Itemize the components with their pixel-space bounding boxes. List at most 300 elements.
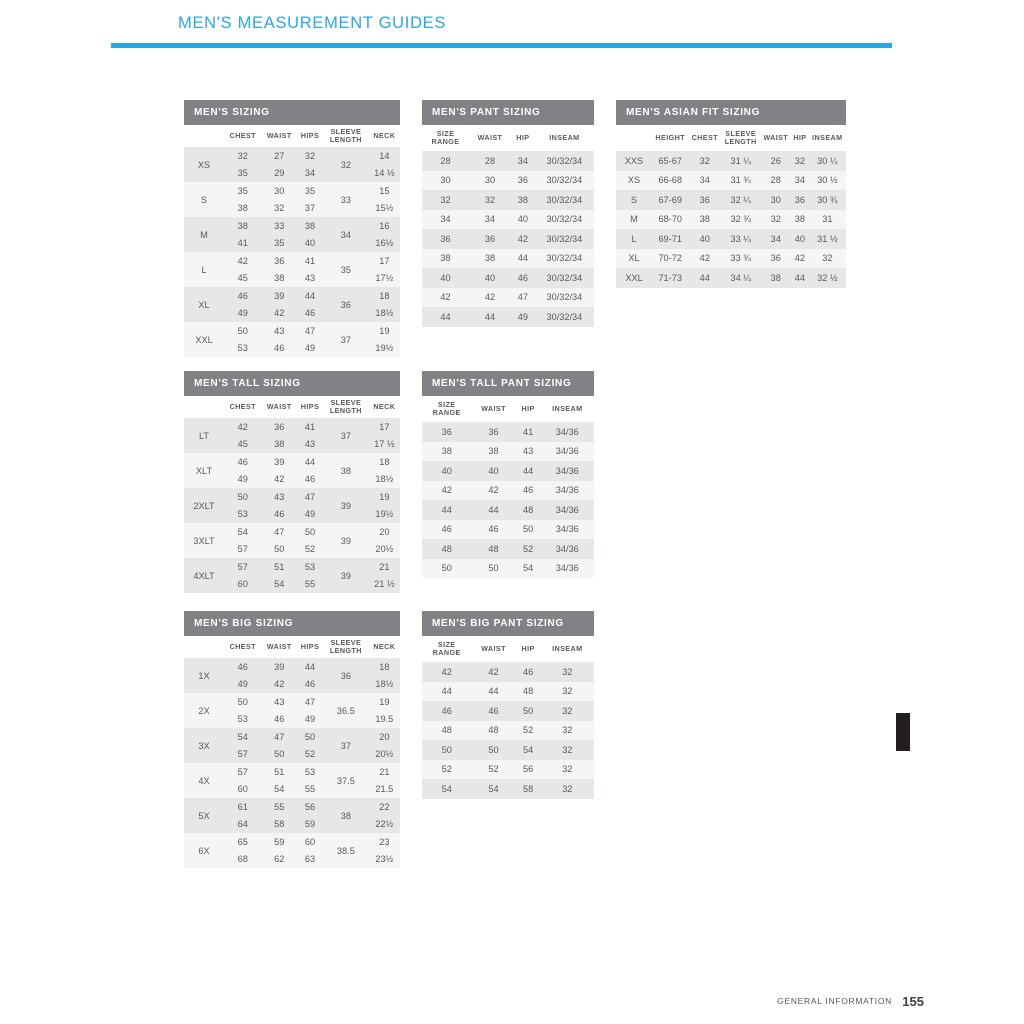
sleeve-length-cell: 39 <box>323 523 369 558</box>
cell: 32 <box>809 249 846 269</box>
cell: 22 <box>369 798 400 816</box>
cell: 47 <box>297 322 323 340</box>
table-row <box>616 249 846 269</box>
cell: 32 <box>541 701 594 721</box>
cell: 67-69 <box>652 190 688 210</box>
size-label: LT <box>184 418 224 453</box>
cell: 18½ <box>369 471 400 489</box>
col-inseam: INSEAM <box>809 125 846 151</box>
cell: 34 ¼ <box>721 268 760 288</box>
table-row <box>184 252 400 270</box>
table-row <box>616 151 846 171</box>
col-chest: CHEST <box>224 396 262 418</box>
cell: 28 <box>422 151 469 171</box>
cell: 64 <box>224 816 262 834</box>
cell: 38 <box>688 210 721 230</box>
col-neck: NECK <box>369 125 400 147</box>
cell: 53 <box>297 558 323 576</box>
size-label: 2X <box>184 693 224 728</box>
cell: 36 <box>688 190 721 210</box>
cell: 42 <box>511 229 535 249</box>
cell: 36 <box>511 171 535 191</box>
cell: 32 <box>791 151 809 171</box>
page-number: 155 <box>902 994 924 1009</box>
cell: 30 <box>262 182 297 200</box>
cell: 41 <box>224 235 262 253</box>
cell: 54 <box>262 781 297 799</box>
col-size-range: SIZE RANGE <box>422 396 471 422</box>
table-row <box>422 151 594 171</box>
cell: 46 <box>224 658 262 676</box>
cell: 44 <box>791 268 809 288</box>
big-pant-grid <box>422 636 594 799</box>
cell: 69-71 <box>652 229 688 249</box>
table-mens-big-sizing <box>184 611 400 868</box>
cell: 56 <box>516 760 541 780</box>
size-label: 1X <box>184 658 224 693</box>
cell: 52 <box>471 760 515 780</box>
table-row <box>422 779 594 799</box>
cell: 19½ <box>369 340 400 358</box>
cell: 42 <box>224 252 262 270</box>
cell: XL <box>616 249 652 269</box>
cell: 27 <box>262 147 297 165</box>
sleeve-length-cell: 36 <box>323 658 369 693</box>
cell: 50 <box>224 322 262 340</box>
table-row <box>184 182 400 200</box>
cell: 42 <box>262 676 297 694</box>
size-label: 3XLT <box>184 523 224 558</box>
cell: 36 <box>422 229 469 249</box>
cell: 14 ½ <box>369 165 400 183</box>
cell: 20 <box>369 728 400 746</box>
cell: 34 <box>760 229 791 249</box>
cell: 43 <box>262 488 297 506</box>
col-waist: WAIST <box>262 396 297 418</box>
cell: 42 <box>422 481 471 501</box>
cell: 54 <box>224 728 262 746</box>
cell: 38 <box>469 249 511 269</box>
col-neck: NECK <box>369 396 400 418</box>
cell: 18½ <box>369 676 400 694</box>
cell: 36 <box>760 249 791 269</box>
cell: 52 <box>422 760 471 780</box>
cell: 31 ¼ <box>721 151 760 171</box>
cell: 46 <box>297 471 323 489</box>
col-waist: WAIST <box>471 396 515 422</box>
cell: 33 ¼ <box>721 229 760 249</box>
cell: 16½ <box>369 235 400 253</box>
cell: 31 <box>809 210 846 230</box>
cell: 49 <box>224 305 262 323</box>
cell: 43 <box>262 322 297 340</box>
cell: 36 <box>262 252 297 270</box>
cell: 46 <box>422 701 471 721</box>
table-row <box>422 307 594 327</box>
size-label: XL <box>184 287 224 322</box>
table-row <box>616 171 846 191</box>
col-waist: WAIST <box>471 636 515 662</box>
cell: XXL <box>616 268 652 288</box>
cell: 54 <box>516 559 541 579</box>
cell: 36 <box>469 229 511 249</box>
cell: 50 <box>471 740 515 760</box>
cell: 44 <box>297 453 323 471</box>
table-row <box>184 523 400 541</box>
cell: 36 <box>471 422 515 442</box>
table-row <box>422 268 594 288</box>
cell: 70-72 <box>652 249 688 269</box>
cell: 19 <box>369 488 400 506</box>
cell: 31 ½ <box>809 229 846 249</box>
tall-sizing-body <box>184 418 400 593</box>
cell: 55 <box>262 798 297 816</box>
col-waist: WAIST <box>469 125 511 151</box>
cell: 49 <box>224 471 262 489</box>
cell: 30/32/34 <box>535 190 594 210</box>
cell: 34/36 <box>541 422 594 442</box>
col-sleeve: SLEEVE LENGTH <box>323 396 369 418</box>
cell: 44 <box>422 682 471 702</box>
cell: 52 <box>297 541 323 559</box>
table-row <box>422 288 594 308</box>
cell: 34 <box>422 210 469 230</box>
cell: 29 <box>262 165 297 183</box>
cell: 30 <box>469 171 511 191</box>
cell: 34/36 <box>541 520 594 540</box>
cell: 46 <box>262 340 297 358</box>
col-size <box>184 396 224 418</box>
col-size-range: SIZE RANGE <box>422 636 471 662</box>
table-row <box>422 461 594 481</box>
cell: 52 <box>297 746 323 764</box>
table-row <box>422 190 594 210</box>
cell: 42 <box>422 288 469 308</box>
cell: 53 <box>224 506 262 524</box>
col-height: HEIGHT <box>652 125 688 151</box>
cell: 30 ¾ <box>809 190 846 210</box>
cell: 28 <box>760 171 791 191</box>
cell: 15 <box>369 182 400 200</box>
sleeve-length-cell: 33 <box>323 182 369 217</box>
cell: 23½ <box>369 851 400 869</box>
col-inseam: INSEAM <box>535 125 594 151</box>
cell: 57 <box>224 746 262 764</box>
cell: 36 <box>422 422 471 442</box>
table-title: MEN'S TALL PANT SIZING <box>422 371 594 396</box>
cell: 38 <box>297 217 323 235</box>
cell: 35 <box>262 235 297 253</box>
sleeve-length-cell: 36 <box>323 287 369 322</box>
table-row <box>422 721 594 741</box>
cell: 44 <box>511 249 535 269</box>
cell: 46 <box>471 701 515 721</box>
cell: 19½ <box>369 506 400 524</box>
cell: 31 ¾ <box>721 171 760 191</box>
col-chest: CHEST <box>224 125 262 147</box>
cell: 46 <box>224 287 262 305</box>
cell: 19 <box>369 693 400 711</box>
table-row <box>422 442 594 462</box>
cell: 62 <box>262 851 297 869</box>
cell: 18½ <box>369 305 400 323</box>
cell: 42 <box>422 662 471 682</box>
cell: 20½ <box>369 541 400 559</box>
cell: 65 <box>224 833 262 851</box>
footer-label: GENERAL INFORMATION <box>777 996 892 1006</box>
col-chest: CHEST <box>688 125 721 151</box>
cell: 53 <box>297 763 323 781</box>
cell: 58 <box>262 816 297 834</box>
cell: 28 <box>469 151 511 171</box>
sleeve-length-cell: 37 <box>323 728 369 763</box>
cell: 41 <box>297 252 323 270</box>
cell: S <box>616 190 652 210</box>
col-inseam: INSEAM <box>541 396 594 422</box>
table-row <box>422 422 594 442</box>
size-label: L <box>184 252 224 287</box>
table-row <box>422 500 594 520</box>
cell: 54 <box>516 740 541 760</box>
cell: 48 <box>516 500 541 520</box>
tall-pant-grid <box>422 396 594 578</box>
cell: 38 <box>760 268 791 288</box>
cell: 47 <box>511 288 535 308</box>
table-row <box>422 481 594 501</box>
cell: 58 <box>516 779 541 799</box>
cell: 51 <box>262 763 297 781</box>
page-title: MEN'S MEASUREMENT GUIDES <box>178 14 447 32</box>
cell: 46 <box>511 268 535 288</box>
table-row <box>422 520 594 540</box>
col-size <box>184 636 224 658</box>
cell: 39 <box>262 287 297 305</box>
table-row <box>422 740 594 760</box>
table-row <box>184 287 400 305</box>
cell: 54 <box>262 576 297 594</box>
table-row <box>422 682 594 702</box>
cell: 33 <box>262 217 297 235</box>
cell: 20 <box>369 523 400 541</box>
size-label: M <box>184 217 224 252</box>
table-title: MEN'S SIZING <box>184 100 400 125</box>
title-divider <box>111 43 892 48</box>
cell: 19 <box>369 322 400 340</box>
cell: 17 <box>369 252 400 270</box>
table-row <box>616 210 846 230</box>
col-size <box>184 125 224 147</box>
sleeve-length-cell: 38.5 <box>323 833 369 868</box>
cell: 49 <box>297 711 323 729</box>
cell: 41 <box>297 418 323 436</box>
col-hip: HIP <box>516 396 541 422</box>
cell: 34 <box>511 151 535 171</box>
cell: 34/36 <box>541 481 594 501</box>
cell: 21.5 <box>369 781 400 799</box>
cell: 38 <box>262 436 297 454</box>
cell: 52 <box>516 539 541 559</box>
cell: 49 <box>297 506 323 524</box>
cell: 68 <box>224 851 262 869</box>
cell: 51 <box>262 558 297 576</box>
cell: 46 <box>516 481 541 501</box>
cell: 30/32/34 <box>535 229 594 249</box>
sleeve-length-cell: 36.5 <box>323 693 369 728</box>
cell: 41 <box>516 422 541 442</box>
cell: 30 <box>422 171 469 191</box>
cell: 37 <box>297 200 323 218</box>
cell: 21 <box>369 763 400 781</box>
cell: 40 <box>511 210 535 230</box>
cell: 21 ½ <box>369 576 400 594</box>
col-waist: WAIST <box>760 125 791 151</box>
sleeve-length-cell: 37 <box>323 322 369 357</box>
cell: 42 <box>224 418 262 436</box>
cell: 55 <box>297 781 323 799</box>
cell: 20½ <box>369 746 400 764</box>
cell: 32 <box>224 147 262 165</box>
cell: 19.5 <box>369 711 400 729</box>
cell: 18 <box>369 453 400 471</box>
cell: 14 <box>369 147 400 165</box>
cell: 36 <box>262 418 297 436</box>
cell: 30/32/34 <box>535 249 594 269</box>
cell: 32 ¾ <box>721 210 760 230</box>
cell: 23 <box>369 833 400 851</box>
sizing-body <box>184 147 400 357</box>
cell: 17 <box>369 418 400 436</box>
cell: 46 <box>297 305 323 323</box>
cell: 44 <box>516 461 541 481</box>
page-edge-marker <box>896 713 910 751</box>
cell: 34 <box>469 210 511 230</box>
cell: 54 <box>422 779 471 799</box>
table-row <box>184 453 400 471</box>
size-label: 4X <box>184 763 224 798</box>
cell: 17½ <box>369 270 400 288</box>
cell: 38 <box>224 200 262 218</box>
table-row <box>184 658 400 676</box>
table-row <box>616 229 846 249</box>
cell: 43 <box>262 693 297 711</box>
cell: 50 <box>471 559 515 579</box>
cell: 32 <box>541 721 594 741</box>
table-mens-big-pant-sizing <box>422 611 594 799</box>
col-sleeve: SLEEVE LENGTH <box>323 125 369 147</box>
asian-fit-grid <box>616 125 846 288</box>
cell: 47 <box>297 488 323 506</box>
table-row <box>422 662 594 682</box>
cell: 49 <box>224 676 262 694</box>
col-hips: HIPS <box>297 396 323 418</box>
cell: 55 <box>297 576 323 594</box>
table-title: MEN'S ASIAN FIT SIZING <box>616 100 846 125</box>
cell: 18 <box>369 287 400 305</box>
asian-fit-body <box>616 151 846 288</box>
sleeve-length-cell: 35 <box>323 252 369 287</box>
cell: 47 <box>297 693 323 711</box>
big-pant-body <box>422 662 594 799</box>
cell: 60 <box>224 781 262 799</box>
cell: 50 <box>297 728 323 746</box>
table-row <box>184 763 400 781</box>
col-size-range: SIZE RANGE <box>422 125 469 151</box>
cell: 30/32/34 <box>535 171 594 191</box>
table-row <box>184 798 400 816</box>
cell: 50 <box>297 523 323 541</box>
cell: 32 <box>262 200 297 218</box>
cell: 30/32/34 <box>535 210 594 230</box>
sleeve-length-cell: 34 <box>323 217 369 252</box>
pant-body <box>422 151 594 327</box>
cell: 65-67 <box>652 151 688 171</box>
cell: 39 <box>262 658 297 676</box>
sleeve-length-cell: 38 <box>323 798 369 833</box>
col-waist: WAIST <box>262 125 297 147</box>
cell: 44 <box>688 268 721 288</box>
col-hips: HIPS <box>297 125 323 147</box>
cell: 59 <box>297 816 323 834</box>
cell: 44 <box>297 287 323 305</box>
table-row <box>422 210 594 230</box>
cell: 40 <box>297 235 323 253</box>
col-sleeve: SLEEVE LENGTH <box>323 636 369 658</box>
cell: 46 <box>262 506 297 524</box>
size-label: XS <box>184 147 224 182</box>
cell: 46 <box>516 662 541 682</box>
table-row <box>184 693 400 711</box>
cell: 30/32/34 <box>535 268 594 288</box>
cell: 34/36 <box>541 500 594 520</box>
cell: 32 ½ <box>809 268 846 288</box>
cell: 57 <box>224 541 262 559</box>
cell: 45 <box>224 270 262 288</box>
cell: 42 <box>469 288 511 308</box>
table-mens-sizing <box>184 100 400 357</box>
cell: 46 <box>224 453 262 471</box>
cell: 44 <box>471 682 515 702</box>
cell: 40 <box>471 461 515 481</box>
cell: 21 <box>369 558 400 576</box>
cell: 44 <box>469 307 511 327</box>
cell: XS <box>616 171 652 191</box>
cell: 57 <box>224 763 262 781</box>
cell: 35 <box>224 165 262 183</box>
table-row <box>184 558 400 576</box>
cell: 50 <box>224 488 262 506</box>
cell: 32 <box>469 190 511 210</box>
cell: 60 <box>224 576 262 594</box>
col-hip: HIP <box>791 125 809 151</box>
cell: 50 <box>262 746 297 764</box>
cell: 46 <box>422 520 471 540</box>
cell: 16 <box>369 217 400 235</box>
cell: 48 <box>516 682 541 702</box>
cell: 39 <box>262 453 297 471</box>
cell: 38 <box>511 190 535 210</box>
table-title: MEN'S TALL SIZING <box>184 371 400 396</box>
cell: 30/32/34 <box>535 307 594 327</box>
table-mens-asian-fit-sizing <box>616 100 846 288</box>
table-row <box>184 322 400 340</box>
col-neck: NECK <box>369 636 400 658</box>
cell: 50 <box>224 693 262 711</box>
cell: 48 <box>471 539 515 559</box>
cell: 30 <box>760 190 791 210</box>
cell: 42 <box>471 481 515 501</box>
table-row <box>422 701 594 721</box>
cell: 40 <box>422 461 471 481</box>
